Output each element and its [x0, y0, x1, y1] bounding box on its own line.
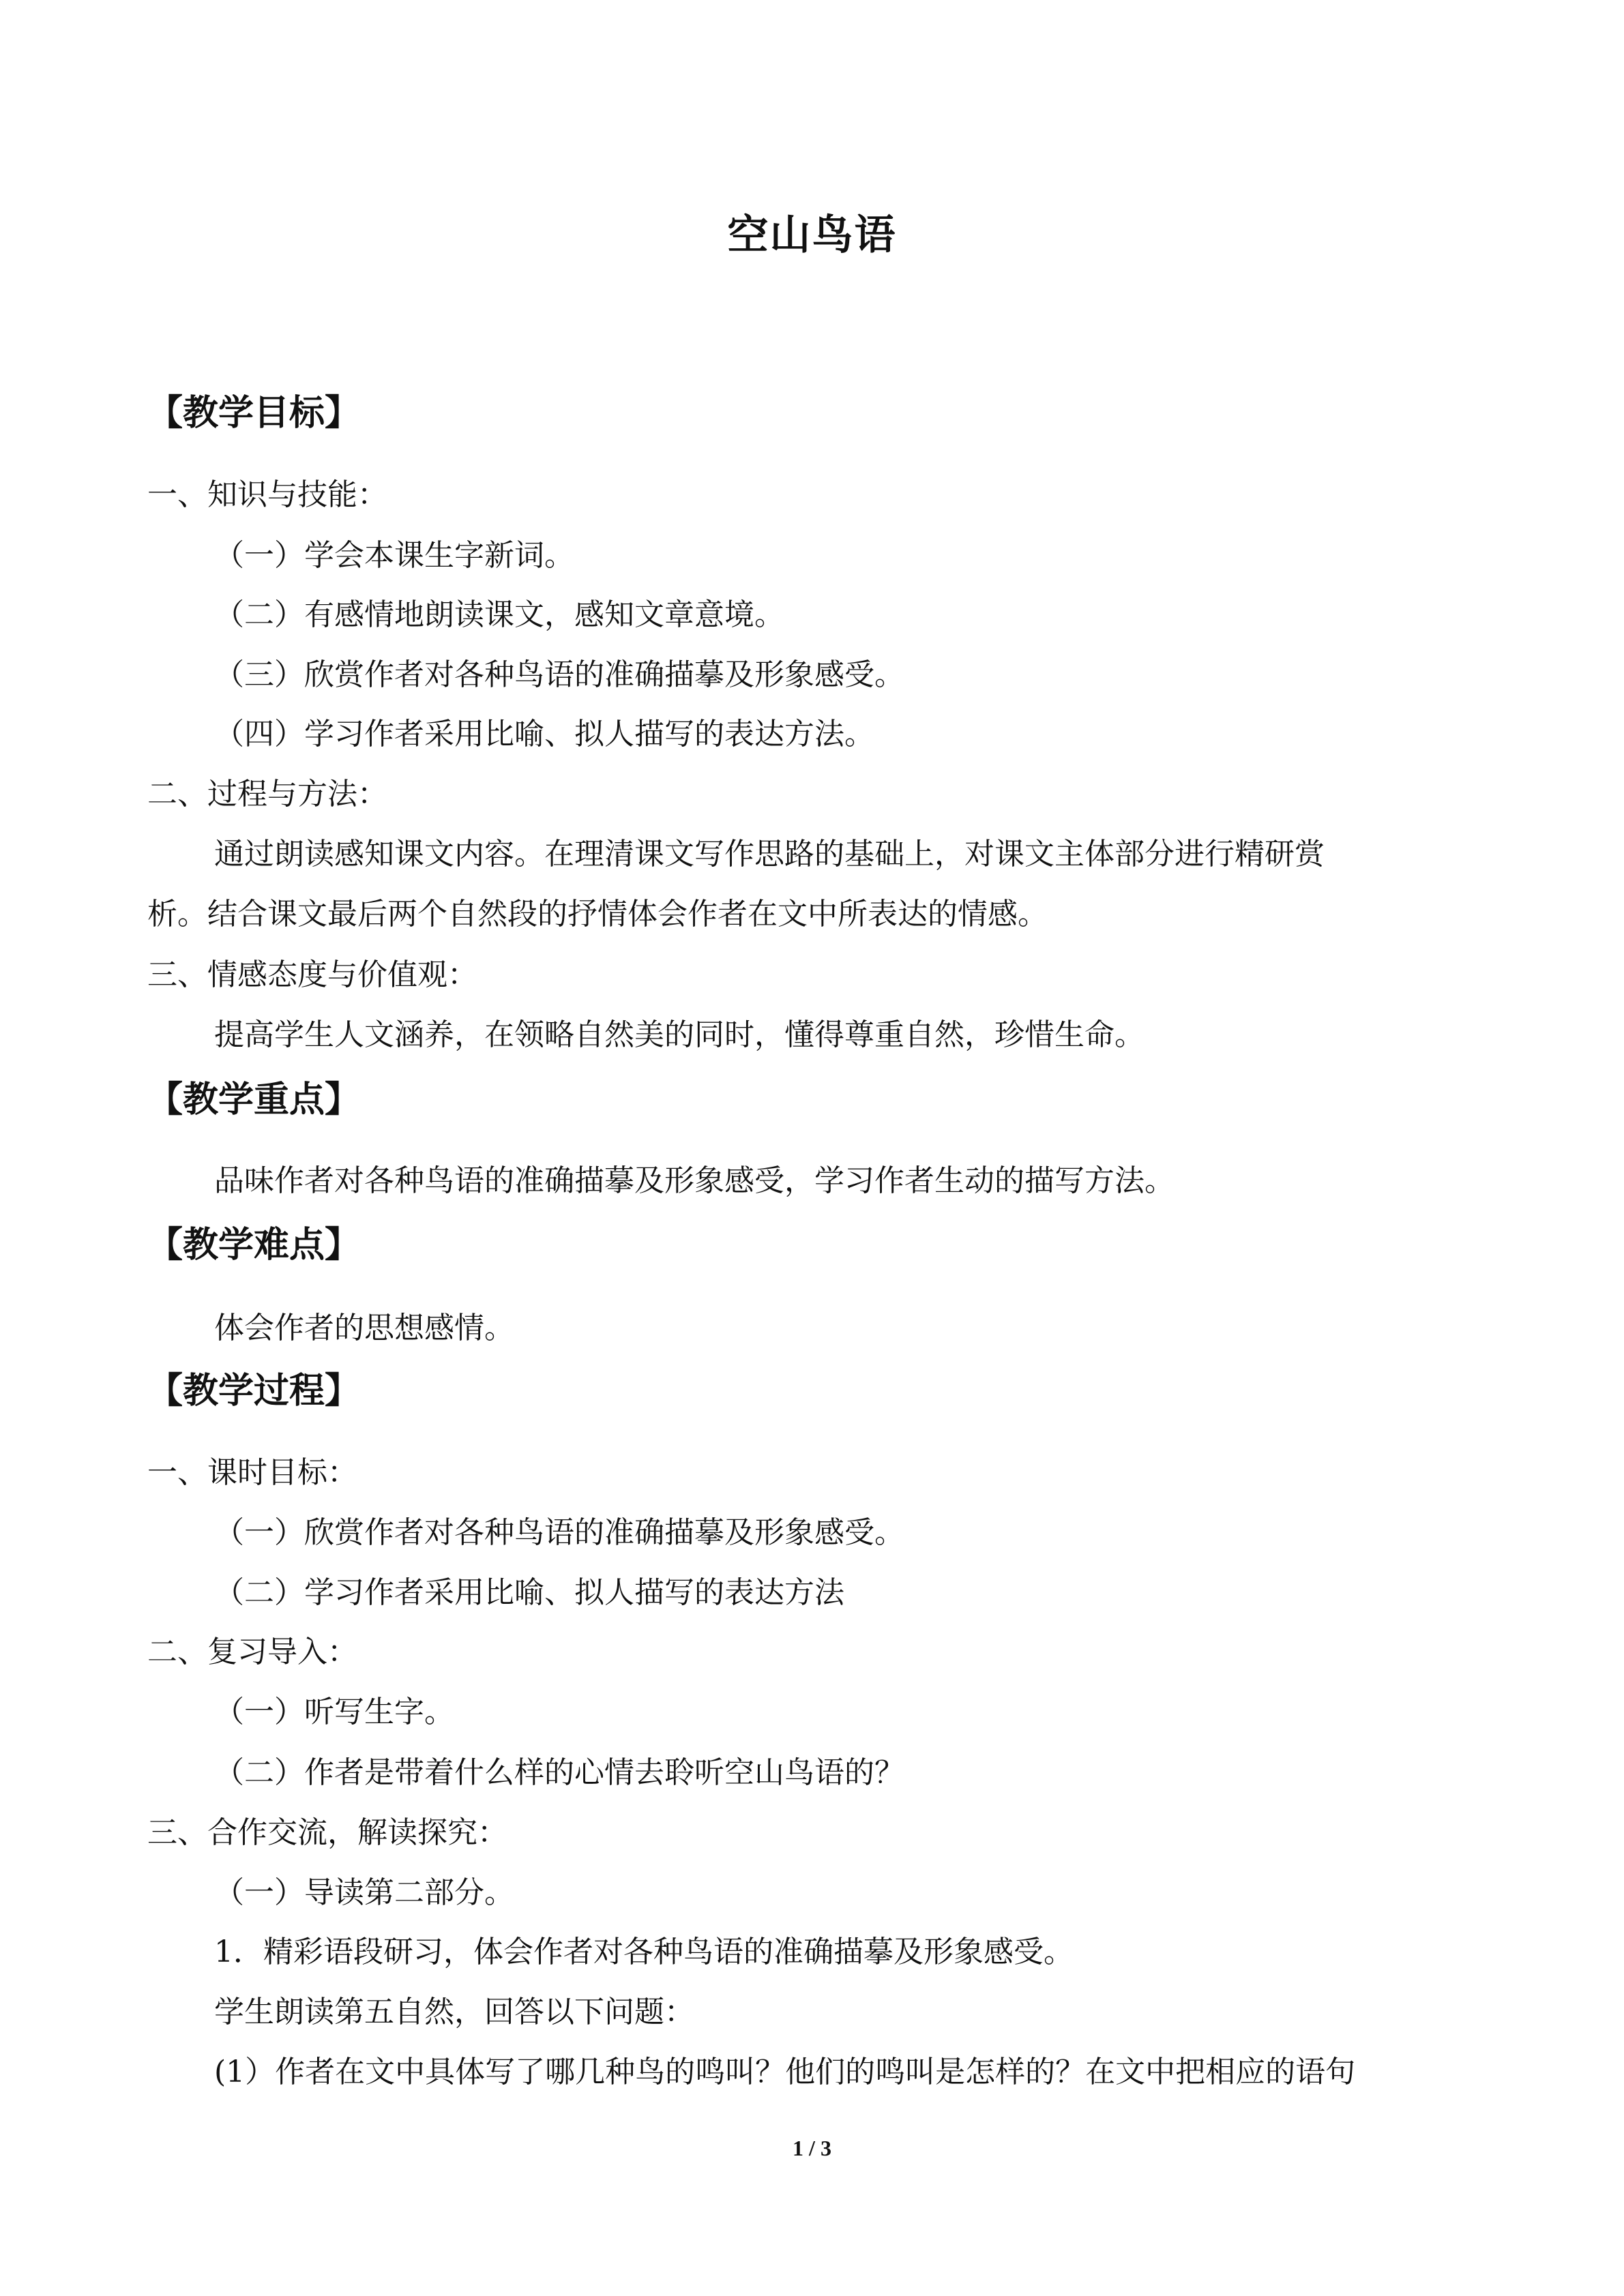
section-heading-objectives: 【教学目标】	[147, 393, 361, 434]
list-item: （二）有感情地朗读课文，感知文章意境。	[214, 597, 784, 632]
paragraph-line: 析。结合课文最后两个自然段的抒情体会作者在文中所表达的情感。	[147, 897, 1048, 931]
section-heading-procedure: 【教学过程】	[147, 1371, 361, 1412]
paragraph-line: 提高学生人文涵养，在领略自然美的同时，懂得尊重自然，珍惜生命。	[214, 1017, 1145, 1052]
paragraph-line: 体会作者的思想感情。	[214, 1311, 514, 1345]
subheading-process: 二、过程与方法：	[147, 777, 387, 811]
list-item: （一）导读第二部分。	[214, 1875, 514, 1910]
list-item: （一）欣赏作者对各种鸟语的准确描摹及形象感受。	[214, 1515, 904, 1550]
list-item: （四）学习作者采用比喻、拟人描写的表达方法。	[214, 717, 874, 751]
list-item: （一）学会本课生字新词。	[214, 538, 574, 573]
paragraph-line: 通过朗读感知课文内容。在理清课文写作思路的基础上，对课文主体部分进行精研赏	[214, 837, 1325, 871]
paragraph-line: 品味作者对各种鸟语的准确描摹及形象感受，学习作者生动的描写方法。	[214, 1163, 1175, 1198]
list-item: （二）学习作者采用比喻、拟人描写的表达方法	[214, 1575, 844, 1610]
subheading-review: 二、复习导入：	[147, 1635, 357, 1669]
subheading-knowledge: 一、知识与技能：	[147, 477, 387, 512]
list-item: （二）作者是带着什么样的心情去聆听空山鸟语的？	[214, 1755, 904, 1790]
subheading-emotion: 三、情感态度与价值观：	[147, 957, 477, 992]
paragraph-line: (1）作者在文中具体写了哪几种鸟的鸣叫？他们的鸣叫是怎样的？在文中把相应的语句	[214, 2055, 1356, 2089]
paragraph-line: 学生朗读第五自然，回答以下问题：	[214, 1995, 694, 2029]
document-title: 空山鸟语	[727, 211, 897, 259]
subheading-goals: 一、课时目标：	[147, 1455, 357, 1490]
section-heading-key-points: 【教学重点】	[147, 1079, 361, 1120]
list-item: （三）欣赏作者对各种鸟语的准确描摹及形象感受。	[214, 657, 904, 692]
subheading-cooperate: 三、合作交流，解读探究：	[147, 1815, 507, 1850]
page-indicator: 1 / 3	[793, 2136, 831, 2160]
section-heading-difficulties: 【教学难点】	[147, 1225, 361, 1266]
list-item: （一）听写生字。	[214, 1695, 454, 1729]
list-item: 1．精彩语段研习，体会作者对各种鸟语的准确描摹及形象感受。	[214, 1935, 1074, 1969]
